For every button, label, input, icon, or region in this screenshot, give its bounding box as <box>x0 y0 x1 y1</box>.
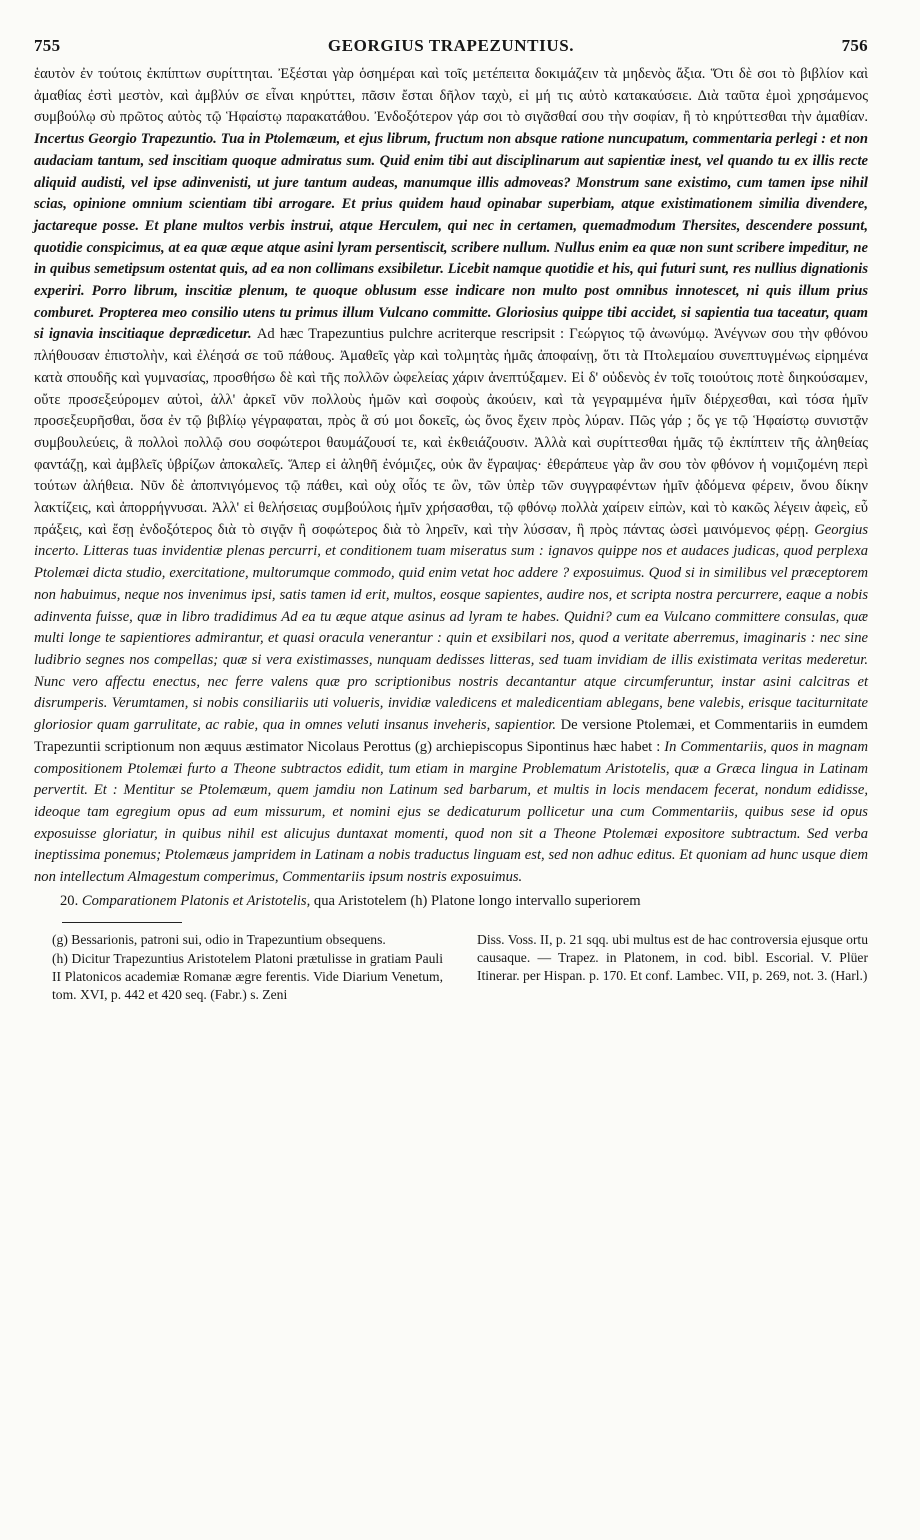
quotation-perottus: In Commentariis, quos in magnam compositionem Ptolemæi furto a Theone subtractos edidit, tum etiam in margine Problematum Aristotelis, quæ a Græca lingua in Latinam pervertit. Et : Mentitur se Ptolemæum, quem jamdiu non Latinum sed barbarum, et multis in locis mendacem fecerat, nondum edidisse, ideoque tam egregium opus ad eum missurum, et nomini ejus se dedicaturum pollicetur una cum Commentariis, quibus sese id opus exposuisse gloriatur, in quibus nihil est alicujus duntaxat momenti, quod non sit a Theone Ptolemæi expositore subtractum. Sed verba ineptissima ponemus; Ptolemæus jampridem in Latinam a nobis traductus linguam est, sed non adhuc editus. Et quoniam ad hunc usque diem non intellectum Almagestum comperimus, Commentariis ipsum nostris exposuimus. <box>34 738 868 886</box>
greek-letter-georgius: Γεώργιος τῷ ἀνωνύμῳ. Ἀνέγνων σου τὴν φθόνου πλήθουσαν ἐπιστολὴν, καὶ ἐλέησά σε τοῦ πάθους. Ἀμαθεῖς γὰρ καὶ τολμητὰς ἡμᾶς ἀποφαίνῃ, ὅτι τὰ Πτολεμαίου συνεπτυγμένως εἰρημένα κατὰ σπουδῆς καὶ γυμνασίας, προσθήσω δὲ καὶ τῆς πολλῶν ὠφελείας χάριν ἀνεπτύξαμεν. Εἰ δ' οὐδενὸς ἐν τοῖς τοιούτοις ποτὲ διηκούσαμεν, οὔτε προσεξεύρομεν αὐτοὶ, ἀλλ' ἀρκεῖ νῦν πολλοὺς ἡμῶν καὶ σοφοὺς ἀκούειν, καὶ τὰ γεγραμμένα ἡμῖν διέρχεσθαι, καὶ τόσα ἡμῖν προσεξευρῆσθαι, ὅσα ἐν τῷ βιβλίῳ γέγραφαται, πρὸς ἃ σύ μοι δοκεῖς, ὡς ὄνος ἔχειν πρὸς λύραν. Πῶς γάρ ; ὅς γε τῷ Ἡφαίστῳ συνιστᾷν συμβουλεύεις, ἃ πολλοὶ πολλῷ σου σοφώτεροι θαυμάζουσί τε, καὶ ἐκθειάζουσιν. Ἀλλὰ καὶ συρίττεσθαι ἡμᾶς τῷ ἐκπίπτειν τῆς ἀληθείας φαντάζῃ, καὶ ἀμβλεῖς ὑβρίζων ἀποκαλεῖς. Ἅπερ εἰ ἀληθῆ ἐνόμιζες, οὐκ ἂν ἔγραψας· ἐθεράπευε γὰρ ἂν σου τὸν φθόνον ἡ νομιζομένη περὶ τούτων ἀλήθεια. Νῦν δὲ ἀποπνιγόμενος τῷ πάθει, καὶ οὐχ οἷός τε ὢν, τῶν ὑπὲρ τῶν συγγραφέντων ἡμῖν ᾀδόμενα φέρειν, ὄνου δίκην λακτίζεις, καὶ ἀπορρήγνυσαι. Ἀλλ' εἰ θελήσειας συμβούλοις ἡμῖν χρήσασθαι, τῷ φθόνῳ πολλὰ χαίρειν εἰπὼν, καὶ τὸ κακῶς λέγειν ἀφεὶς, εὖ πράξεις, καὶ ἔσῃ ἐνδοξότερος διὰ τὸ σιγᾷν ἢ σοφώτερος διὰ τὸ ληρεῖν, καὶ τὴν λύσσαν, ἣ πρὸς πάντας ὡσεὶ μαινόμενος φέρῃ. <box>34 326 869 538</box>
work-title: Comparationem Platonis et Aristotelis, <box>81 892 314 909</box>
left-page-number: 755 <box>34 36 61 55</box>
section-number: 20. <box>60 892 82 909</box>
main-text <box>34 64 868 912</box>
footnote-h: (h) Dicitur Trapezuntius Aristotelem Platoni prætulisse in gratiam Pauli II Platonicos academiæ Romanæ ægre ferentis. Vide Diarium Venetum, tom. XVI, p. 442 et 420 seq. (Fabr.) s. Zeni <box>52 951 443 1003</box>
footnote-column-left <box>52 931 443 1004</box>
footnote-column-right <box>477 931 868 1004</box>
paragraph-1 <box>34 64 868 889</box>
latin-translation-anonymous: Incertus Georgio Trapezuntio. Tua in Ptolemæum, et ejus librum, fructum non absque ratione nuncupatum, commentaria perlegi : et non audaciam tantum, sed inscitiam quoque admiratus sum. Quid enim tibi aut disciplinarum aut sapientiæ inest, vel quando tu ex illis recte aliquid audisti, vel ipse adinvenisti, ut jure tantum audeas, manumque illis admoveas? Monstrum sane existimo, cum tamen ipse nihil scias, opinione omnium scientiam tibi arrogare. Et prius quidem haud opinabar superbiam, atque existimationem similia divendere, jactareque posse. Et plane multos verbis instrui, atque Herculem, qui nec in certamen, quemadmodum Thersites, descendere possunt, quotidie conspicimus, at ea quæ æque atque asini lyram persentiscit, scribere nullum. Nullus enim ea quæ non sunt scribere impeditur, ne in quibus semetipsum ostentat quis, ad ea non collimans exsibiletur. Licebit namque quotidie et his, qui futuri sunt, res nullius dignationis experiri. Porro librum, inscitiæ plenum, te quoque oblusum esse indicare non multo post omnibus innotescet, ni quis illum prius comburet. Propterea meo consilio utens tu primus illum Vulcano committe. Gloriosius quippe tibi accidet, si sapientia tua taceatur, quam si ignavia inscitiaque deprædicetur. <box>34 131 868 343</box>
running-title: GEORGIUS TRAPEZUNTIUS. <box>327 36 575 55</box>
footnote-rule <box>62 922 182 923</box>
section-text: qua Aristotelem (h) Platone longo intervallo superiorem <box>313 892 641 909</box>
running-header <box>34 36 868 60</box>
footnote-g: (g) Bessarionis, patroni sui, odio in Trapezuntium obsequens. <box>52 932 386 948</box>
right-page-number: 756 <box>841 36 868 55</box>
narrative-reply-intro: Ad hæc Trapezuntius pulchre acriterque rescripsit : <box>256 326 570 343</box>
narrative-perottus: De versione Ptolemæi, et Commentariis in eumdem Trapezuntii scriptionum non æquus æstimator Nicolaus Perottus (g) archiepiscopus Sipontinus hæc habet : <box>34 717 868 755</box>
footnotes <box>34 931 868 1004</box>
paragraph-2 <box>34 891 868 913</box>
greek-letter-anonymous: ἑαυτὸν ἐν τούτοις ἐκπίπτων συρίττηται. Ἐξέσται γὰρ ὁσημέραι καὶ τοῖς μετέπειτα δοκιμάζειν τὰ μηδενὸς ἄξια. Ὅτι δὲ σοι τὸ βιβλίον καὶ ἀμαθίας ἐστὶ μεστὸν, καὶ ἀμβλύν σε εἶναι κηρύττει, πᾶσιν ἔσται δῆλον ταχὺ, εἰ μή τις αὐτὸ κατακαύσειε. Διὰ ταῦτα ἐμοὶ χρησάμενος συμβούλῳ σὺ πρῶτος αὐτὸς τῷ Ἡφαίστῳ παρακατάθου. Ἐνδοξότερον γάρ σοι τὸ σιγᾶσθαί σου τὴν σοφίαν, ἢ τὸ κηρύττεσθαι τὴν ἀμαθίαν. <box>34 66 868 126</box>
footnote-h-continued: Diss. Voss. II, p. 21 sqq. ubi multus est de hac controversia ejusque ortu causaque. — Trapez. in Platonem, in cod. bibl. Escorial. V. Plüer Itinerar. per Hispan. p. 170. Et conf. Lambec. VII, p. 269, not. 3. (Harl.) <box>477 932 868 984</box>
latin-translation-georgius: Georgius incerto. Litteras tuas invidentiæ plenas percurri, et conditionem tuam miseratus sum : ignavos quippe nos et audaces judicas, quod perplexa Ptolemæi dicta studio, exercitatione, multorumque commodo, quid enim vetat hoc addere ? exposuimus. Quod si in similibus vel præceptorem non habuimus, neque nos invenimus ipsi, satis tamen id erit, multos, eosque sapientes, audire nos, et scripta nostra percurrere, eaque a nobis adinventa fuisse, quæ in libro tradidimus Ad ea tu æque atque asinus ad lyram te habes. Quidni? cum ea Vulcano committere consulas, quæ multi longe te sapientiores admirantur, et quasi oracula venerantur : quin et exsibilari nos, quod a veritate aberremus, imaginaris : nec sine ludibrio segnes nos compellas; quæ si vera existimasses, nunquam dedisses litteras, sed tuam invidiam de illis existimata veritas mederetur. Nunc vero affectu enectus, nec ferre valens quæ pro scriptionibus nostris decantantur atque circumferuntur, instar asini calcitras et disrumperis. Verumtamen, si nobis consiliariis uti volueris, invidiæ valedicens et maledicentiam ablegans, bene valebis, erisque taciturnitate gloriosior quam garrulitate, ac rabie, qua in omnes veluti insanus inveheris, sapientior. <box>34 521 868 734</box>
